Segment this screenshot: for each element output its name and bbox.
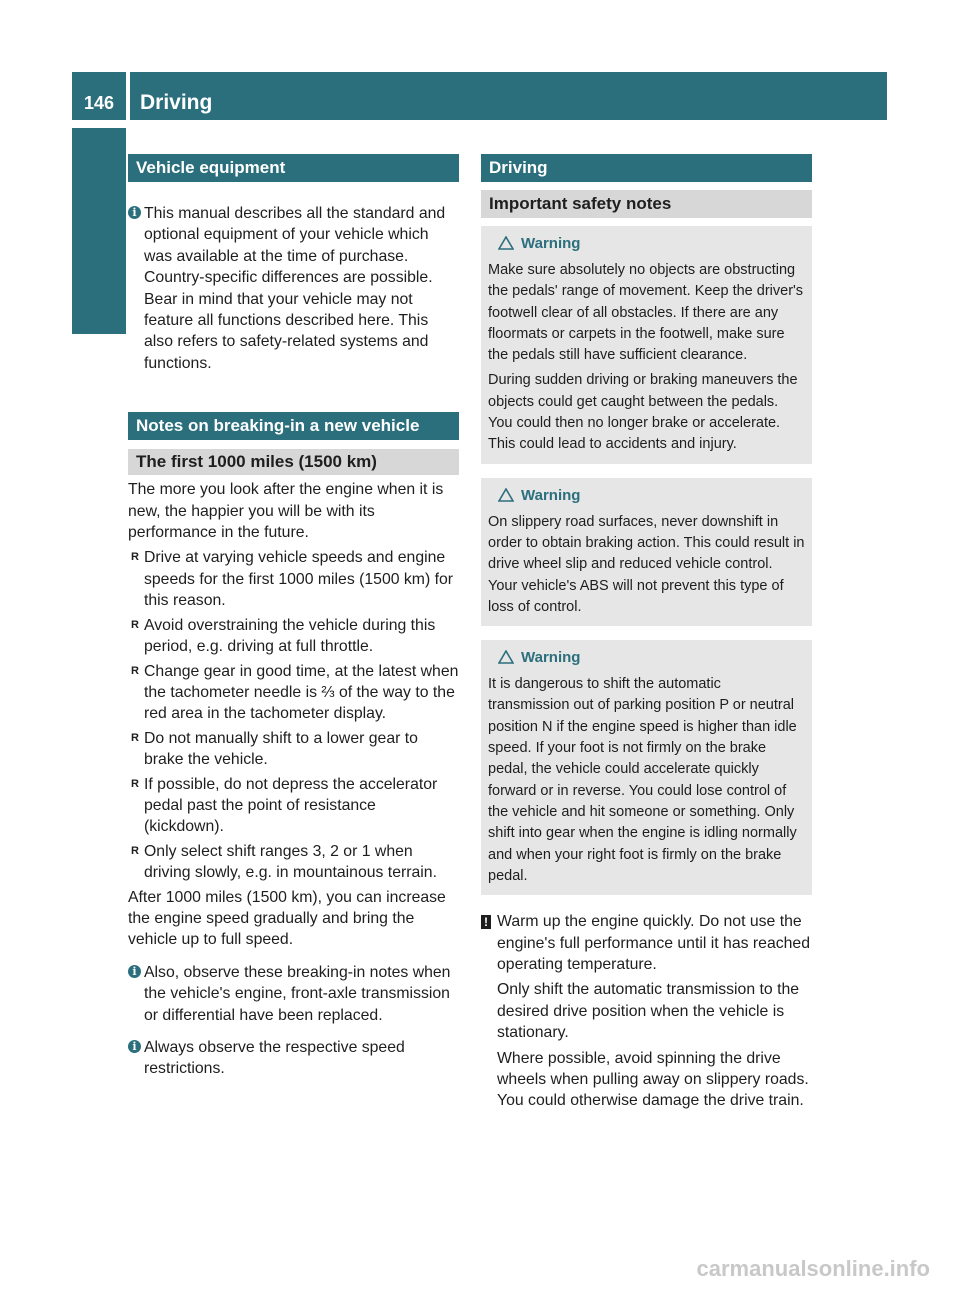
warning-title-text: Warning — [521, 486, 581, 504]
note-text: Warm up the engine quickly. Do not use the engine's full performance until it has reached operating temperature. — [497, 913, 810, 973]
intro-paragraph: The more you look after the engine when it is new, the happier you will be with its performance in the future. — [128, 481, 444, 542]
info-note — [128, 1037, 459, 1080]
warning-text: Make sure absolutely no objects are obstructing the pedals' range of movement. Keep the driver's footwell clear of all obstacles. If there are any floormats or carpets in the footwell, make sure the pedals still have sufficient clearance. — [488, 262, 804, 364]
subheading-safety-notes: Important safety notes — [481, 190, 812, 218]
caution-note — [481, 911, 812, 1112]
warning-title — [488, 486, 805, 505]
header-title: Driving — [140, 91, 213, 114]
section-heading-vehicle-equipment: Vehicle equipment — [128, 154, 459, 182]
list-item: R Drive at varying vehicle speeds and engine speeds for the first 1000 miles (1500 km) for this reason. — [128, 547, 459, 611]
page-number: 146 — [83, 93, 115, 113]
info-icon: i — [128, 965, 141, 978]
list-item: R Avoid overstraining the vehicle during this period, e.g. driving at full throttle. — [128, 615, 459, 658]
info-icon: i — [128, 206, 141, 219]
exclamation-icon: ! — [481, 915, 491, 929]
warning-title-text: Warning — [521, 235, 581, 252]
watermark: carmanualsonline.info — [696, 1256, 930, 1281]
note-text: Where possible, avoid spinning the drive wheels when pulling away on slippery roads. You could otherwise damage the drive train. — [497, 1049, 809, 1110]
warning-box — [481, 226, 812, 464]
warning-text: On slippery road surfaces, never downshift in order to obtain braking action. This could result in drive wheel slip and reduced vehicle control. Your vehicle's ABS will not prevent this type of loss of control. — [488, 513, 805, 615]
warning-title — [488, 648, 805, 667]
warning-triangle-icon — [498, 236, 514, 250]
right-column — [481, 154, 812, 1112]
list-item: R Do not manually shift to a lower gear to brake the vehicle. — [128, 728, 459, 771]
header-divider — [126, 72, 130, 120]
list-item: R Only select shift ranges 3, 2 or 1 when driving slowly, e.g. in mountainous terrain. — [128, 841, 459, 884]
left-column — [128, 154, 459, 1080]
warning-text: It is dangerous to shift the automatic transmission out of parking position P or neutral position N if the engine speed is higher than idle speed. If your foot is not firmly on the brake pedal, the vehicle could accelerate quickly forward or in reverse. You could lose control of the vehicle and hit someone or something. Only shift into gear when the engine is idling normally and when your right foot is firmly on the brake pedal. — [488, 676, 797, 884]
after-paragraph: After 1000 miles (1500 km), you can increase the engine speed gradually and bring the vehicle up to full speed. — [128, 888, 446, 949]
info-icon: i — [128, 1040, 141, 1053]
list-item: R Change gear in good time, at the latest when the tachometer needle is ⅔ of the way to the red area in the tachometer display. — [128, 661, 459, 725]
info-note — [128, 203, 459, 374]
breaking-in-list — [128, 547, 459, 883]
info-text: Also, observe these breaking-in notes when the vehicle's engine, front-axle transmission or differential have been replaced. — [144, 963, 451, 1024]
info-text: This manual describes all the standard and optional equipment of your vehicle which was available at the time of purchase. Country-specific differences are possible. Bear in mind that your vehicle may not feature all functions described here. This also refers to safety-related systems and functions. — [144, 205, 446, 372]
info-note — [128, 962, 459, 1026]
warning-box — [481, 640, 812, 895]
warning-title-text: Warning — [521, 649, 581, 667]
section-heading-driving: Driving — [481, 154, 812, 182]
section-heading-breaking-in: Notes on breaking-in a new vehicle — [128, 412, 459, 440]
chapter-label-text: Driving and parking — [73, 134, 96, 332]
subheading-first-miles: The first 1000 miles (1500 km) — [128, 449, 459, 475]
chapter-label — [72, 128, 126, 334]
warning-text: During sudden driving or braking maneuvers the objects could get caught between the pedals. You could then no longer brake or accelerate. This could lead to accidents and injury. — [488, 372, 798, 453]
warning-triangle-icon — [498, 488, 514, 502]
warning-title — [488, 234, 805, 253]
list-item: R If possible, do not depress the accelerator pedal past the point of resistance (kickdown). — [128, 774, 459, 838]
warning-box — [481, 478, 812, 626]
warning-triangle-icon — [498, 650, 514, 664]
note-text: Only shift the automatic transmission to the desired drive position when the vehicle is stationary. — [497, 981, 800, 1042]
info-text: Always observe the respective speed restrictions. — [144, 1039, 405, 1078]
